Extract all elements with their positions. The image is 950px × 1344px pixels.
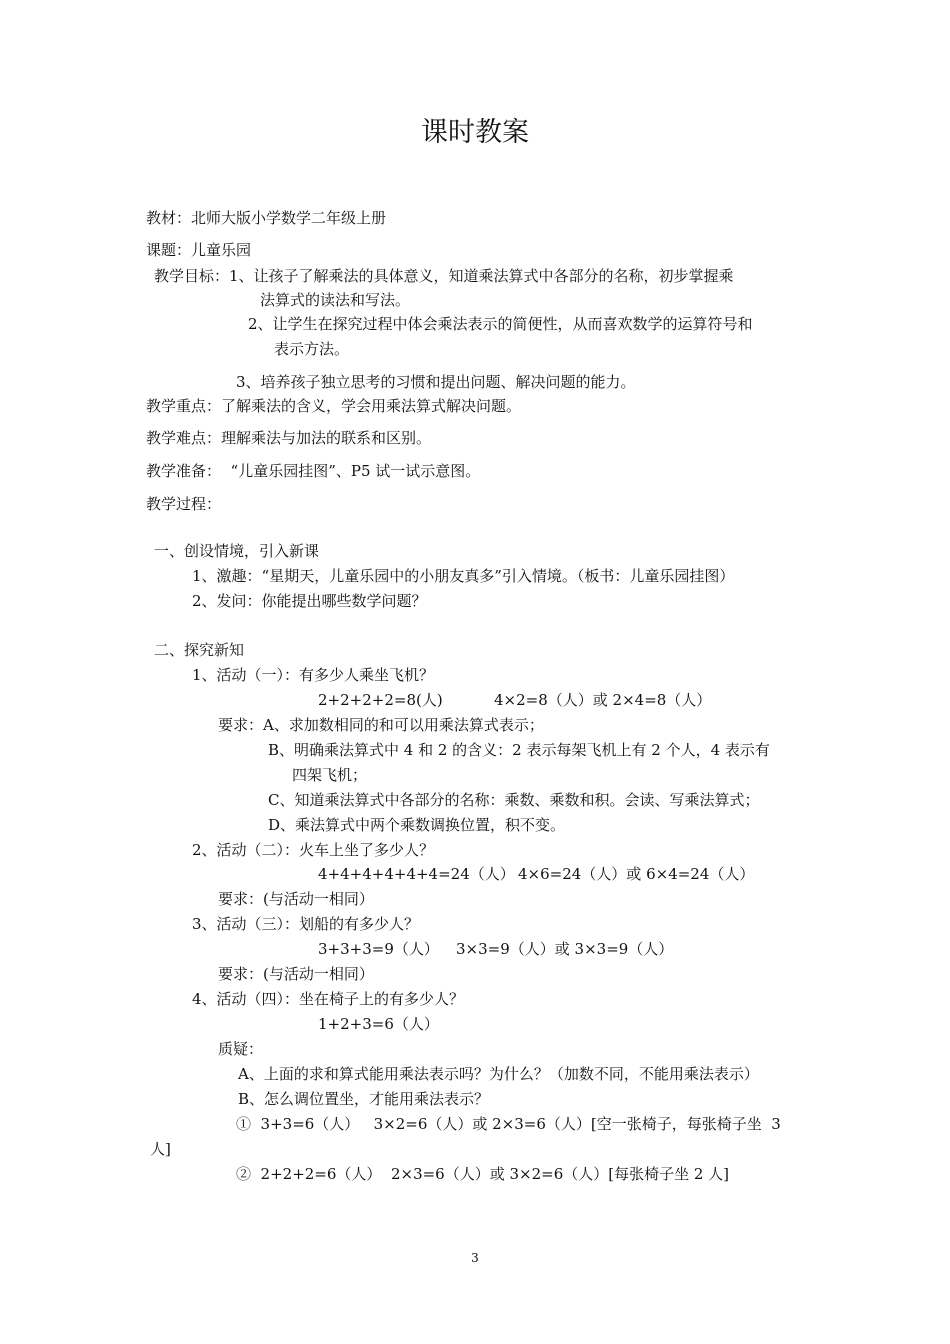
case-2-line: ② 2+2+2=6（人） 2×3=6（人）或 3×2=6（人）[每张椅子坐 2 人] (236, 1165, 730, 1183)
section-1-item-1: 1、激趣：“星期天，儿童乐园中的小朋友真多”引入情境。（板书：儿童乐园挂图） (192, 567, 735, 585)
goal-2-line-1: 2、让学生在探究过程中体会乘法表示的简便性，从而喜欢数学的运算符号和 (248, 315, 753, 333)
page-title: 课时教案 (421, 117, 529, 148)
goal-3-line: 3、培养孩子独立思考的习惯和提出问题、解决问题的能力。 (236, 373, 636, 391)
requirement-b-line-1: B、明确乘法算式中 4 和 2 的含义：2 表示每架飞机上有 2 个人，4 表示有 (268, 741, 770, 759)
activity-2-addition: 4+4+4+4+4+4=24（人） (318, 865, 515, 883)
activity-2-title: 2、活动（二）：火车上坐了多少人？ (192, 841, 435, 859)
case-1-line-2: 人] (150, 1140, 171, 1158)
page-number: 3 (471, 1251, 479, 1265)
activity-4-addition: 1+2+3=6（人） (318, 1015, 439, 1033)
goal-2-line-2: 表示方法。 (274, 340, 350, 358)
textbook-line: 教材：北师大版小学数学二年级上册 (146, 209, 387, 227)
activity-2-multiplication: 4×6=24（人）或 6×4=24（人） (518, 865, 755, 883)
difficulty-line: 教学难点：理解乘法与加法的联系和区别。 (146, 429, 432, 447)
question-label: 质疑： (218, 1040, 264, 1058)
requirement-c: C、知道乘法算式中各部分的名称：乘数、乘数和积。会读、写乘法算式； (268, 791, 760, 809)
section-1-item-2: 2、发问：你能提出哪些数学问题？ (192, 592, 427, 610)
requirement-a: 要求：A、求加数相同的和可以用乘法算式表示； (218, 716, 544, 734)
goal-1-line-1: 教学目标：1、让孩子了解乘法的具体意义，知道乘法算式中各部分的名称，初步掌握乘 (154, 267, 734, 285)
preparation-line: 教学准备： “儿童乐园挂图”、P5 试一试示意图。 (146, 462, 481, 480)
activity-2-requirement: 要求：(与活动一相同） (218, 890, 374, 908)
question-a: A、上面的求和算式能用乘法表示吗？为什么？（加数不同，不能用乘法表示） (238, 1065, 759, 1083)
requirement-d: D、乘法算式中两个乘数调换位置，积不变。 (268, 816, 566, 834)
goal-1-line-2: 法算式的读法和写法。 (260, 291, 411, 309)
topic-line: 课题：儿童乐园 (146, 241, 252, 259)
case-1-line-1: ① 3+3=6（人） 3×2=6（人）或 2×3=6（人）[空一张椅子，每张椅子坐 3 (236, 1115, 781, 1133)
activity-1-addition: 2+2+2+2=8(人) (318, 691, 443, 709)
activity-1-multiplication: 4×2=8（人）或 2×4=8（人） (494, 691, 712, 709)
activity-1-title: 1、活动（一）：有多少人乘坐飞机？ (192, 666, 435, 684)
section-1-heading: 一、创设情境，引入新课 (154, 542, 320, 560)
key-point-line: 教学重点：了解乘法的含义，学会用乘法算式解决问题。 (146, 397, 522, 415)
requirement-b-line-2: 四架飞机； (292, 766, 368, 784)
activity-4-title: 4、活动（四）：坐在椅子上的有多少人？ (192, 990, 465, 1008)
activity-3-addition: 3+3+3=9（人） (318, 940, 439, 958)
process-label: 教学过程： (146, 495, 222, 513)
question-b: B、怎么调位置坐，才能用乘法表示？ (238, 1090, 490, 1108)
activity-3-requirement: 要求：(与活动一相同） (218, 965, 374, 983)
activity-3-title: 3、活动（三）：划船的有多少人？ (192, 915, 420, 933)
section-2-heading: 二、探究新知 (154, 641, 245, 659)
activity-3-multiplication: 3×3=9（人）或 3×3=9（人） (456, 940, 674, 958)
